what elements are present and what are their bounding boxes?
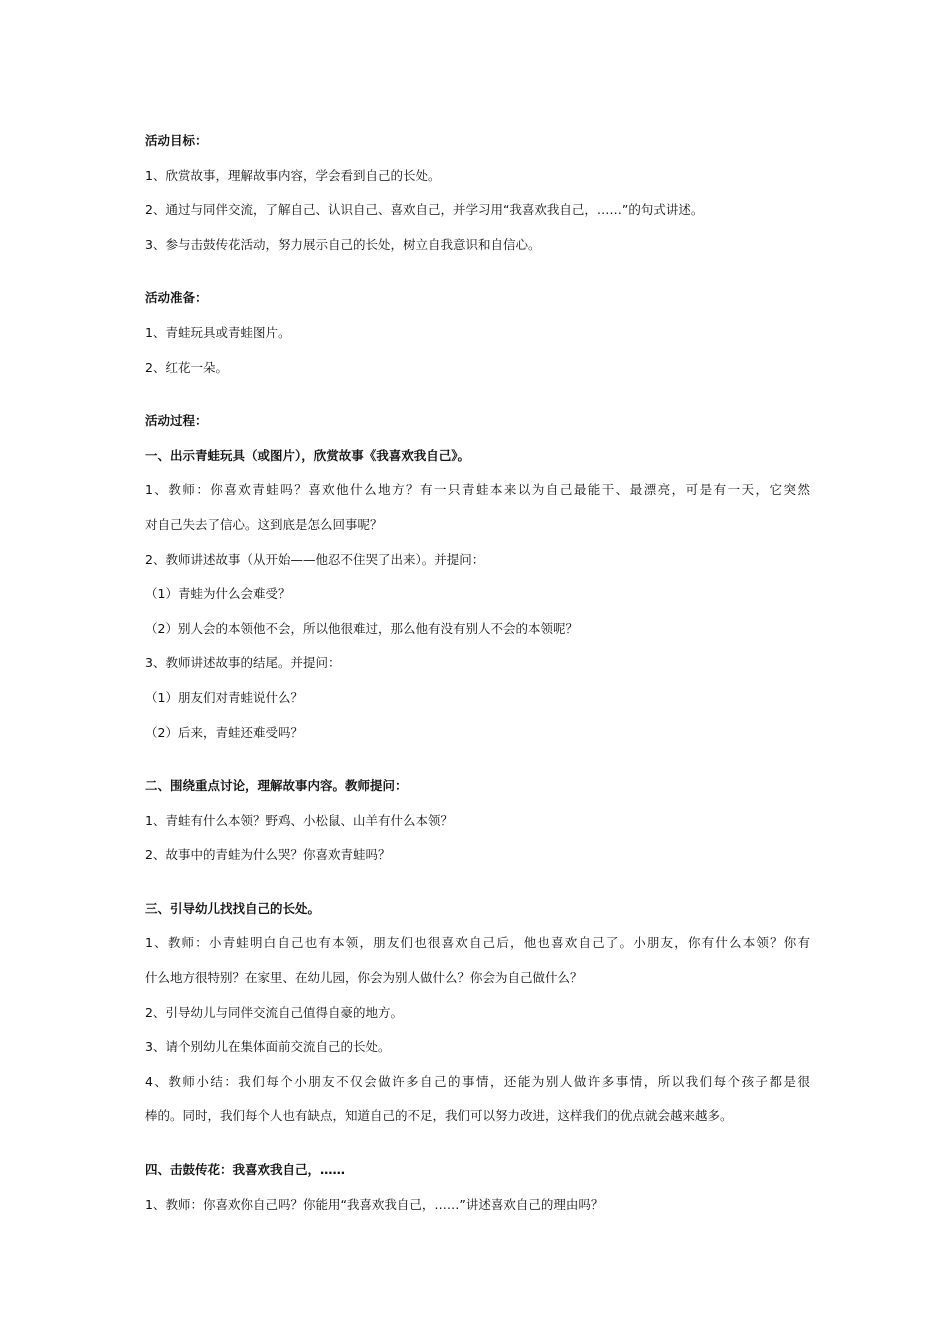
section-title-process: 活动过程：: [145, 413, 208, 429]
process-part4-line1: 1、教师：你喜欢你自己吗？你能用“我喜欢我自己，……”讲述喜欢自己的理由吗？: [145, 1196, 604, 1212]
goal-item-2: 2、通过与同伴交流，了解自己、认识自己、喜欢自己，并学习用“我喜欢我自己，……”的句式讲述。: [145, 202, 704, 218]
goal-item-1: 1、欣赏故事，理解故事内容，学会看到自己的长处。: [145, 167, 441, 183]
preparation-item-1: 1、青蛙玩具或青蛙图片。: [145, 324, 291, 340]
process-part1-line1a: 1、教师：你喜欢青蛙吗？喜欢他什么地方？有一只青蛙本来以为自己最能干、最漂亮，可是有一天，它突然: [145, 482, 810, 498]
process-part3-line1b: 什么地方很特别？在家里、在幼儿园，你会为别人做什么？你会为自己做什么？: [145, 970, 583, 986]
process-part3-line4b: 棒的。同时，我们每个人也有缺点，知道自己的不足，我们可以努力改进，这样我们的优点就会越来越多。: [145, 1108, 733, 1124]
preparation-item-2: 2、红花一朵。: [145, 359, 228, 375]
process-part3-title: 三、引导幼儿找找自己的长处。: [145, 900, 321, 916]
process-part3-line2: 2、引导幼儿与同伴交流自己值得自豪的地方。: [145, 1004, 403, 1020]
document-content: [145, 124, 810, 1222]
process-part3-line3: 3、请个别幼儿在集体面前交流自己的长处。: [145, 1039, 391, 1055]
section-title-preparation: 活动准备：: [145, 290, 208, 306]
process-part3-line1a: 1、教师：小青蛙明白自己也有本领，朋友们也很喜欢自己后，他也喜欢自己了。小朋友，你有什么本领？你有: [145, 935, 810, 951]
process-part1-line2: 2、教师讲述故事（从开始——他忍不住哭了出来）。并提问：: [145, 551, 485, 567]
section-title-goals: 活动目标：: [145, 133, 208, 148]
process-part1-line4: （2）别人会的本领他不会，所以他很难过，那么他有没有别人不会的本领呢？: [145, 620, 578, 636]
process-part2-title: 二、围绕重点讨论，理解故事内容。教师提问：: [145, 778, 408, 794]
process-part1-line3: （1）青蛙为什么会难受？: [145, 586, 291, 602]
process-part2-line2: 2、故事中的青蛙为什么哭？你喜欢青蛙吗？: [145, 847, 391, 863]
process-part1-title: 一、出示青蛙玩具（或图片），欣赏故事《我喜欢我自己》。: [145, 447, 471, 463]
process-part1-line5: 3、教师讲述故事的结尾。并提问：: [145, 655, 341, 671]
process-part1-line7: （2）后来，青蛙还难受吗？: [145, 724, 303, 740]
process-part4-title: 四、击鼓传花：我喜欢我自己，……: [145, 1162, 346, 1178]
process-part1-line1b: 对自己失去了信心。这到底是怎么回事呢？: [145, 516, 383, 532]
process-part1-line6: （1）朋友们对青蛙说什么？: [145, 689, 303, 705]
process-part2-line1: 1、青蛙有什么本领？野鸡、小松鼠、山羊有什么本领？: [145, 812, 453, 828]
process-part3-line4a: 4、教师小结：我们每个小朋友不仅会做许多自己的事情，还能为别人做许多事情，所以我们每个孩子都是很: [145, 1073, 810, 1089]
goal-item-3: 3、参与击鼓传花活动，努力展示自己的长处，树立自我意识和自信心。: [145, 236, 541, 252]
